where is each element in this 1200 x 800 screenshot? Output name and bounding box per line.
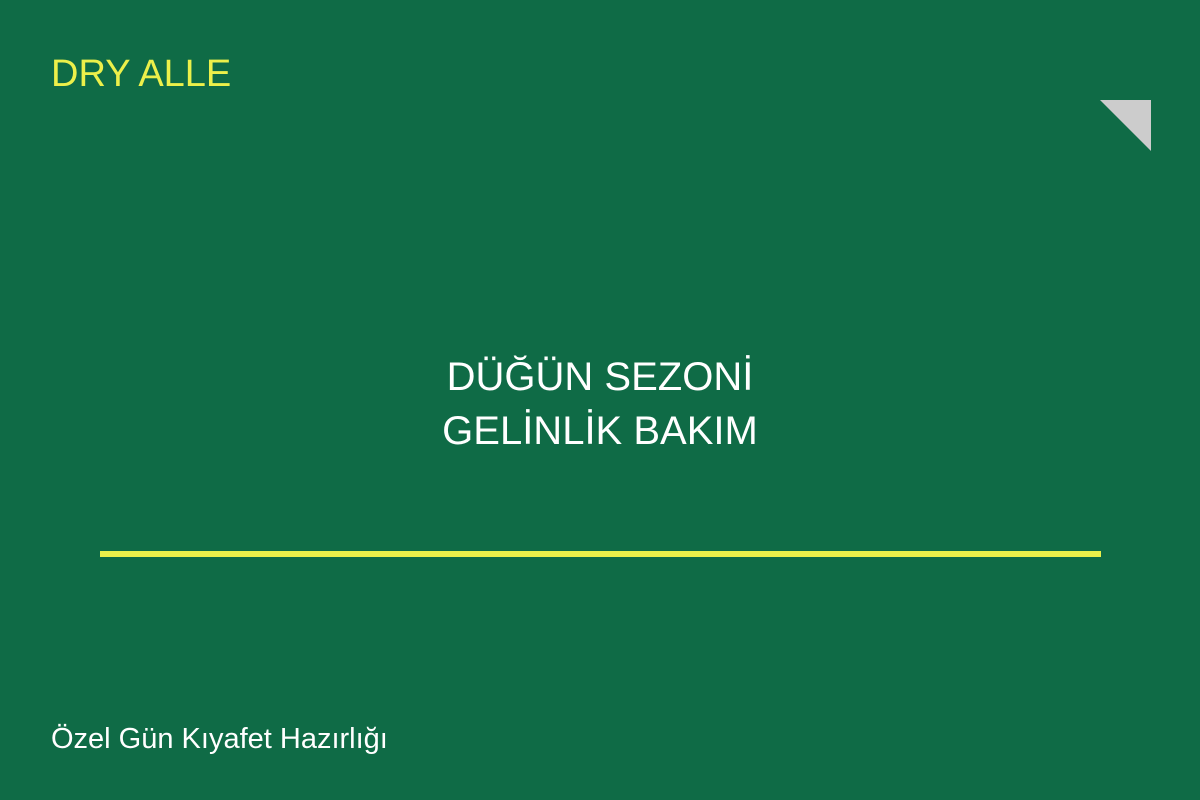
accent-divider xyxy=(100,551,1101,557)
corner-fold-icon xyxy=(1100,100,1151,151)
headline-line-2: GELİNLİK BAKIM xyxy=(442,409,758,453)
headline-line-1: DÜĞÜN SEZONİ xyxy=(446,355,754,399)
headline xyxy=(0,350,1200,458)
brand-name: DRY ALLE xyxy=(51,53,232,95)
footer-tagline: Özel Gün Kıyafet Hazırlığı xyxy=(51,723,388,755)
